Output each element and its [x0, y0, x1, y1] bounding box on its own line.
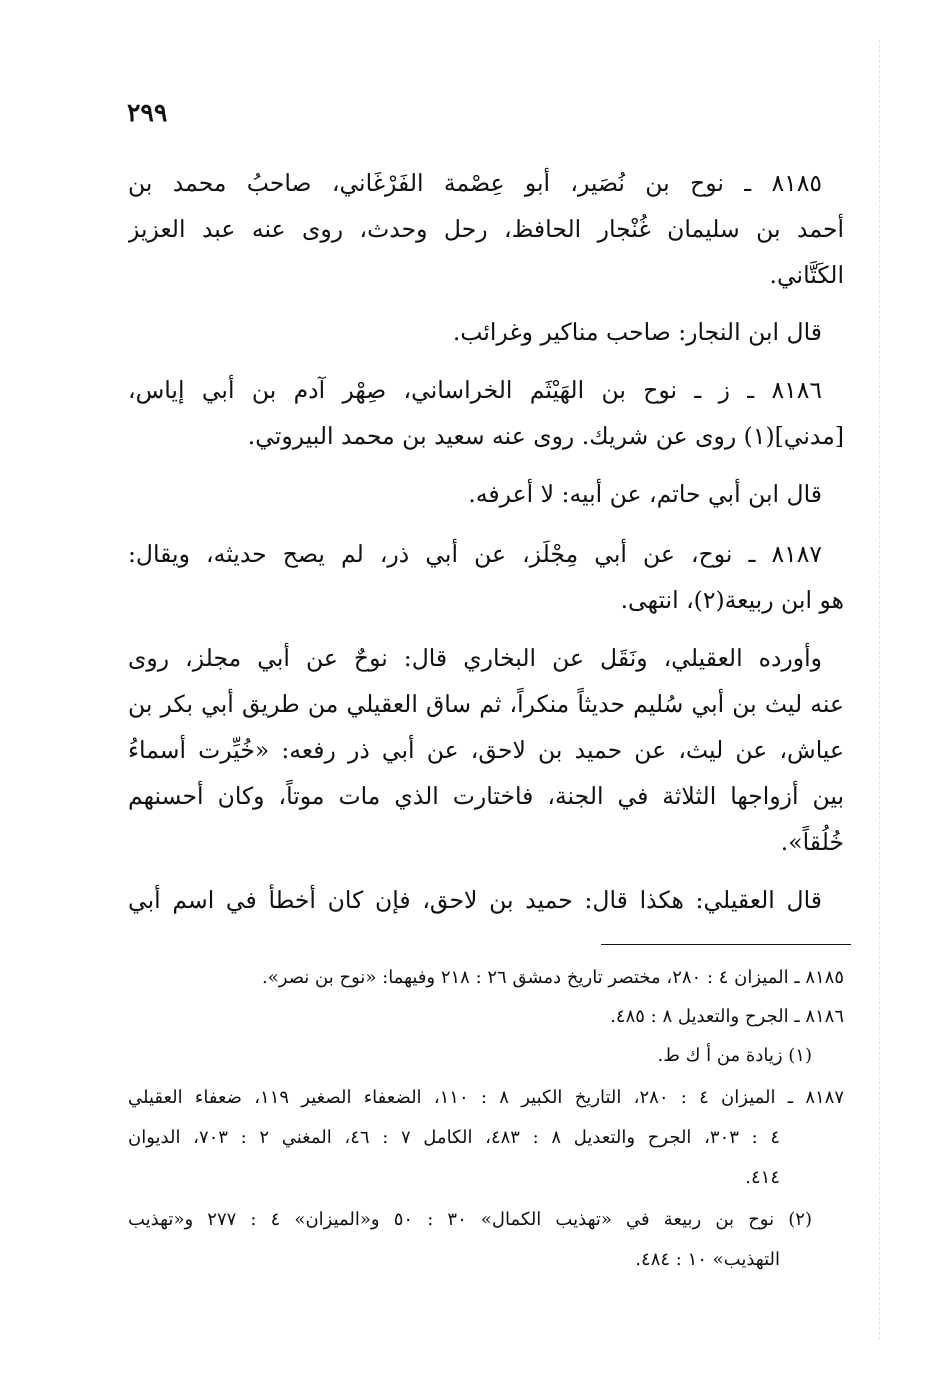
entry-8187-para-line-5: خُلُقاً». — [780, 828, 844, 856]
page-edge-line — [879, 40, 880, 1340]
entry-8186-comment: قال ابن أبي حاتم، عن أبيه: لا أعرفه. — [468, 480, 822, 508]
footnote-8186: ٨١٨٦ ـ الجرح والتعديل ٨ : ٤٨٥. — [610, 1006, 844, 1027]
entry-8187-line-1: ٨١٨٧ ـ نوح، عن أبي مِجْلَز، عن أبي ذر، لم يصح حديثه، ويقال: — [128, 540, 822, 568]
entry-8185-line-3: الكَتَّاني. — [769, 261, 844, 289]
footnote-8187-line-3: ٤١٤. — [745, 1167, 780, 1188]
entry-8187-final-line: قال العقيلي: هكذا قال: حميد بن لاحق، فإن كان أخطأ في اسم أبي — [128, 886, 822, 914]
page-number: ٢٩٩ — [127, 98, 168, 127]
entry-8187-para-line-1: وأورده العقيلي، ونَقَل عن البخاري قال: نوحٌ عن أبي مجلز، روى — [128, 644, 822, 672]
entry-8185-line-1: ٨١٨٥ ـ نوح بن نُصَير، أبو عِصْمة الفَرْغَاني، صاحبُ محمد بن — [128, 169, 822, 197]
entry-8185-line-2: أحمد بن سليمان غُنْجار الحافظ، رحل وحدث، روى عنه عبد العزيز — [128, 215, 844, 243]
footnote-2-line-1: (٢) نوح بن ربيعة في «تهذيب الكمال» ٣٠ : ٥٠ و«الميزان» ٤ : ٢٧٧ و«تهذيب — [128, 1209, 812, 1230]
entry-8187-para-line-2: عنه ليث بن أبي سُليم حديثاً منكراً، ثم ساق العقيلي من طريق أبي بكر بن — [128, 690, 844, 718]
entry-8187-line-2: هو ابن ربيعة(٢)، انتهى. — [620, 586, 844, 614]
entry-8186-line-1: ٨١٨٦ ـ ز ـ نوح بن الهَيْثَم الخراساني، صِهْر آدم بن أبي إياس، — [128, 376, 822, 404]
footnote-8185: ٨١٨٥ ـ الميزان ٤ : ٢٨٠، مختصر تاريخ دمشق ٢٦ : ٢١٨ وفيهما: «نوح بن نصر». — [262, 967, 844, 988]
footnote-8187-line-2: ٤ : ٣٠٣، الجرح والتعديل ٨ : ٤٨٣، الكامل ٧ : ٤٦، المغني ٢ : ٧٠٣، الديوان — [128, 1127, 780, 1148]
entry-8187-para-line-4: بين أزواجها الثلاثة في الجنة، فاختارت الذي مات موتاً، وكان أحسنهم — [128, 782, 844, 810]
entry-8187-para-line-3: عياش، عن ليث، عن حميد بن لاحق، عن أبي ذر رفعه: «خُيِّرت أسماءُ — [128, 736, 844, 764]
entry-8185-comment: قال ابن النجار: صاحب مناكير وغرائب. — [452, 318, 822, 346]
footnote-1: (١) زيادة من أ ك ط. — [657, 1045, 812, 1066]
footnote-8187-line-1: ٨١٨٧ ـ الميزان ٤ : ٢٨٠، التاريخ الكبير ٨ : ١١٠، الضعفاء الصغير ١١٩، ضعفاء العقيلي — [128, 1087, 844, 1108]
footnote-2-line-2: التهذيب» ١٠ : ٤٨٤. — [635, 1249, 780, 1270]
footnote-separator — [601, 944, 851, 945]
entry-8186-line-2: [مدني](١) روى عن شريك. روى عنه سعيد بن محمد البيروتي. — [247, 422, 844, 450]
